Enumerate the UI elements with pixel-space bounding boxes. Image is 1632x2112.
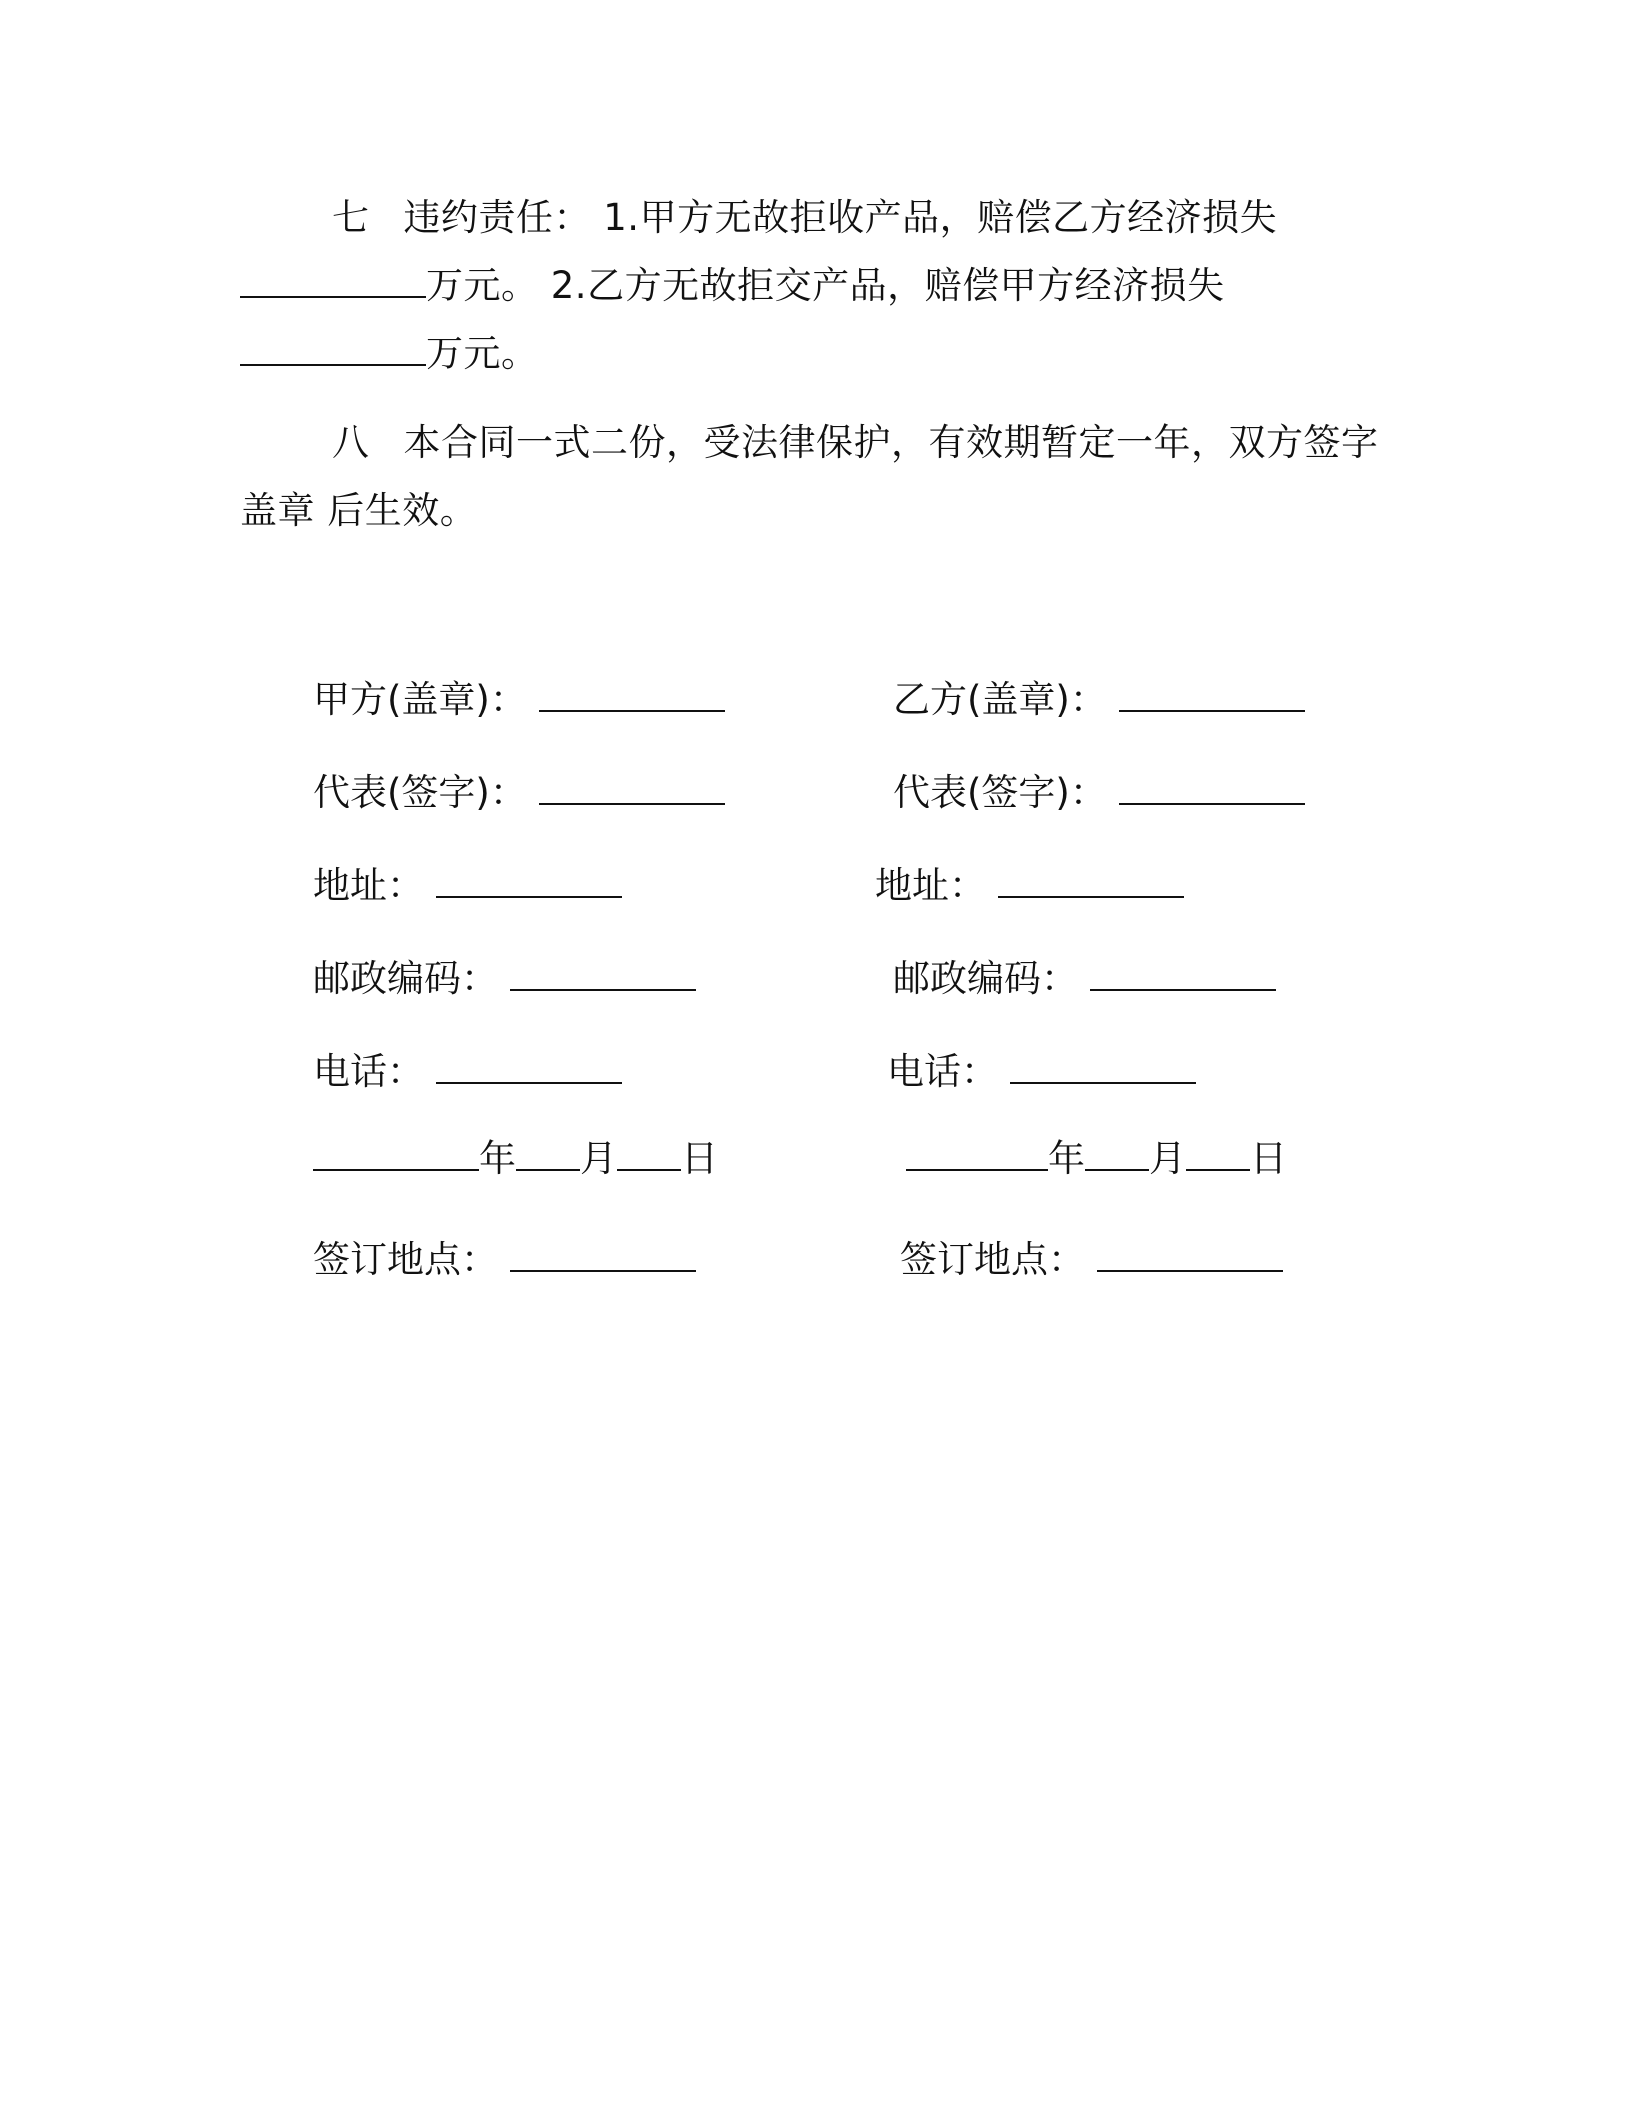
right-place-label: 签订地点： <box>900 1238 1085 1281</box>
left-seal-label: 甲方(盖章)： <box>313 678 527 721</box>
left-seal-row <box>313 676 725 724</box>
right-postal-row <box>893 955 1276 1003</box>
left-postal-field[interactable] <box>510 955 696 991</box>
left-address-row <box>313 862 622 910</box>
right-address-field[interactable] <box>998 862 1184 898</box>
right-day-label: 日 <box>1250 1137 1287 1180</box>
right-seal-field[interactable] <box>1119 676 1305 712</box>
right-seal-label: 乙方(盖章)： <box>893 678 1107 721</box>
left-postal-row <box>313 955 696 1003</box>
left-address-field[interactable] <box>436 862 622 898</box>
right-year-label: 年 <box>1048 1137 1085 1180</box>
left-day-field[interactable] <box>617 1135 681 1171</box>
left-day-label: 日 <box>681 1137 718 1180</box>
right-phone-field[interactable] <box>1010 1048 1196 1084</box>
left-date-row <box>313 1135 718 1183</box>
right-place-row <box>900 1236 1283 1284</box>
right-year-field[interactable] <box>906 1135 1048 1171</box>
right-day-field[interactable] <box>1186 1135 1250 1171</box>
clause-seven <box>240 184 1392 388</box>
left-year-field[interactable] <box>313 1135 479 1171</box>
right-rep-field[interactable] <box>1119 769 1305 805</box>
right-date-row <box>906 1135 1287 1183</box>
left-month-label: 月 <box>580 1137 617 1180</box>
left-address-label: 地址： <box>313 864 424 907</box>
left-place-label: 签订地点： <box>313 1238 498 1281</box>
left-place-field[interactable] <box>510 1236 696 1272</box>
left-rep-label: 代表(签字)： <box>313 771 527 814</box>
right-postal-field[interactable] <box>1090 955 1276 991</box>
clause-number: 八 <box>332 421 370 464</box>
left-year-label: 年 <box>479 1137 516 1180</box>
left-rep-field[interactable] <box>539 769 725 805</box>
right-place-field[interactable] <box>1097 1236 1283 1272</box>
left-rep-row <box>313 769 725 817</box>
clause-part2: 2.乙方无故拒交产品，赔偿甲方经济损失 <box>550 264 1225 307</box>
clause-text: 本合同一式二份，受法律保护，有效期暂定一年，双方签字盖章 后生效。 <box>240 421 1379 532</box>
right-phone-row <box>887 1048 1196 1096</box>
right-month-field[interactable] <box>1085 1135 1149 1171</box>
clause-number: 七 <box>332 196 370 239</box>
left-phone-label: 电话： <box>313 1050 424 1093</box>
right-postal-label: 邮政编码： <box>893 957 1078 1000</box>
right-rep-label: 代表(签字)： <box>893 771 1107 814</box>
left-postal-label: 邮政编码： <box>313 957 498 1000</box>
clause-heading: 违约责任： <box>403 196 591 239</box>
clause-eight <box>240 409 1392 545</box>
blank-amount-1[interactable] <box>240 262 426 298</box>
right-address-label: 地址： <box>875 864 986 907</box>
left-month-field[interactable] <box>516 1135 580 1171</box>
left-place-row <box>313 1236 696 1284</box>
left-phone-field[interactable] <box>436 1048 622 1084</box>
left-phone-row <box>313 1048 622 1096</box>
right-seal-row <box>893 676 1305 724</box>
right-address-row <box>875 862 1184 910</box>
right-phone-label: 电话： <box>887 1050 998 1093</box>
left-seal-field[interactable] <box>539 676 725 712</box>
clause-unit1: 万元。 <box>426 264 539 307</box>
right-month-label: 月 <box>1149 1137 1186 1180</box>
clause-part1: 1.甲方无故拒收产品，赔偿乙方经济损失 <box>603 196 1278 239</box>
blank-amount-2[interactable] <box>240 330 426 366</box>
right-rep-row <box>893 769 1305 817</box>
clause-unit2: 万元。 <box>426 332 539 375</box>
